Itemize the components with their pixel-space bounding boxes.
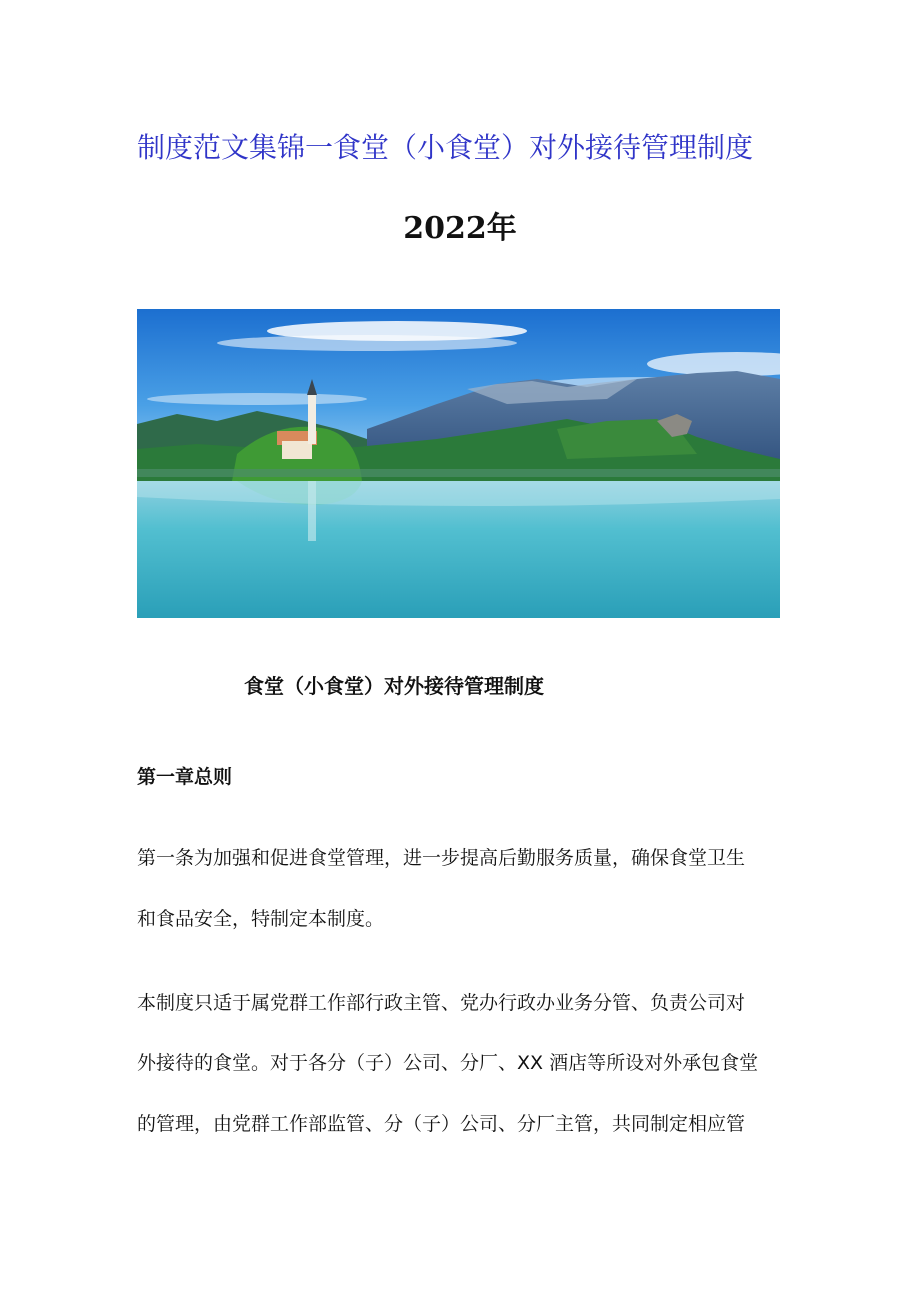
document-year: 2022年: [403, 211, 517, 246]
paragraph-line: 外接待的食堂。对于各分（子）公司、分厂、XX 酒店等所设对外承包食堂: [137, 1052, 759, 1074]
section-title: 食堂（小食堂）对外接待管理制度: [244, 674, 544, 698]
lake-landscape-image: [137, 309, 780, 618]
paragraph-scope: [137, 988, 787, 1148]
paragraph-line: 和食品安全，特制定本制度。: [137, 908, 385, 930]
document-title: 制度范文集锦一食堂（小食堂）对外接待管理制度: [137, 131, 754, 164]
paragraph-line: 第一条为加强和促进食堂管理，进一步提高后勤服务质量，确保食堂卫生: [137, 847, 746, 869]
paragraph-line: 本制度只适于属党群工作部行政主管、党办行政办业务分管、负责公司对: [137, 992, 746, 1014]
paragraph-line: 的管理，由党群工作部监管、分（子）公司、分厂主管，共同制定相应管: [137, 1113, 746, 1135]
paragraph-article-1: [137, 843, 787, 935]
chapter-heading: 第一章总则: [137, 766, 233, 788]
